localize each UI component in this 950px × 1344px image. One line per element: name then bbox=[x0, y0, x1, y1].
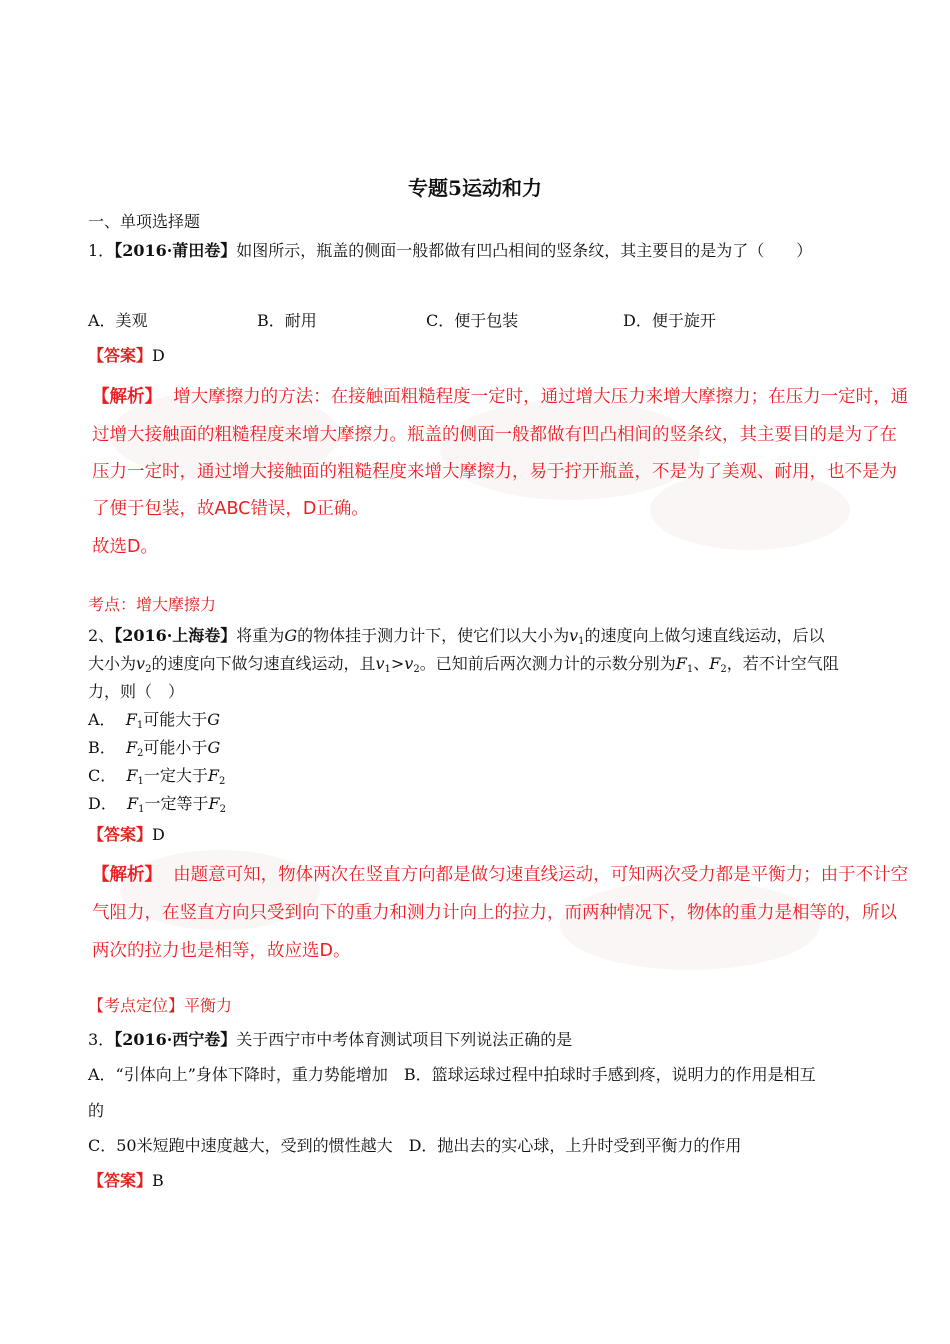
q2-kaodian bbox=[88, 996, 232, 1016]
watermark-blot bbox=[560, 880, 820, 970]
q1-option-a: A．美观 bbox=[88, 311, 148, 330]
option-text: 可能大于 bbox=[143, 710, 208, 729]
q3-options-cd: C．50米短跑中速度越大，受到的惯性越大 D．抛出去的实心球，上升时受到平衡力的作用 bbox=[88, 1136, 742, 1155]
answer-tag: 【答案】 bbox=[88, 346, 153, 365]
sub-2: 2 bbox=[413, 664, 420, 675]
kaodian-text: 平衡力 bbox=[184, 996, 233, 1015]
q1-answer bbox=[88, 346, 165, 366]
var-f: F bbox=[208, 794, 220, 813]
q2-analysis-line-1 bbox=[92, 864, 908, 886]
q2-stem-line-2 bbox=[88, 654, 839, 680]
sub-2: 2 bbox=[219, 804, 226, 815]
analysis-text: 增大摩擦力的方法：在接触面粗糙程度一定时，通过增大压力来增大摩擦力；在压力一定时，通 bbox=[173, 387, 909, 407]
var-g: G bbox=[207, 710, 221, 729]
page-title: 专题5运动和力 bbox=[408, 176, 542, 200]
q3-options-ab: A．“引体向上”身体下降时，重力势能增加 B．篮球运球过程中拍球时手感到疼，说明力的作用是相互 bbox=[88, 1065, 816, 1084]
var-g: G bbox=[284, 626, 298, 645]
sub-1: 1 bbox=[578, 636, 585, 647]
var-f: F bbox=[127, 794, 139, 813]
analysis-text: 由题意可知，物体两次在竖直方向都是做匀速直线运动，可知两次受力都是平衡力；由于不计空 bbox=[173, 865, 909, 885]
option-label: A． bbox=[88, 710, 116, 729]
separator: 、 bbox=[693, 654, 710, 673]
var-f: F bbox=[675, 654, 687, 673]
q1-option-d: D．便于旋开 bbox=[623, 311, 716, 330]
watermark-blot bbox=[440, 400, 700, 500]
q2-number: 2、 bbox=[88, 626, 115, 645]
q1-text: 如图所示，瓶盖的侧面一般都做有凹凸相间的竖条纹，其主要目的是为了（ ） bbox=[236, 241, 813, 260]
sub-2: 2 bbox=[137, 748, 144, 759]
q1-stem bbox=[88, 241, 812, 261]
q2-text: ，若不计空气阻 bbox=[726, 654, 839, 673]
q3-options-ab-cont: 的 bbox=[88, 1101, 105, 1120]
q1-analysis-line-5: 故选D。 bbox=[92, 537, 158, 557]
q3-number: 3． bbox=[88, 1030, 115, 1049]
q2-text: 大小为 bbox=[88, 654, 137, 673]
kaodian-tag: 【考点定位】 bbox=[88, 996, 185, 1015]
q1-number: 1． bbox=[88, 241, 115, 260]
var-v: v bbox=[569, 626, 579, 645]
q1-analysis-line-4: 了便于包装，故ABC错误，D正确。 bbox=[92, 499, 369, 519]
q2-text: 。已知前后两次测力计的示数分别为 bbox=[419, 654, 676, 673]
var-g: G bbox=[207, 738, 221, 757]
q2-option-d bbox=[88, 794, 226, 820]
q2-option-b bbox=[88, 738, 220, 764]
option-text: 可能小于 bbox=[143, 738, 208, 757]
var-v: v bbox=[375, 654, 385, 673]
option-text: 一定等于 bbox=[144, 794, 209, 813]
q2-analysis-line-2: 气阻力，在竖直方向只受到向下的重力和测力计向上的拉力，而两种情况下，物体的重力是相等的，所以 bbox=[92, 903, 897, 923]
gt-sign: > bbox=[390, 654, 405, 673]
q2-text: 的物体挂于测力计下，使它们以大小为 bbox=[297, 626, 570, 645]
q2-stem-line-3: 力，则（ ） bbox=[88, 682, 185, 701]
q1-analysis-line-2: 过增大接触面的粗糙程度来增大摩擦力。瓶盖的侧面一般都做有凹凸相间的竖条纹，其主要目的是为了在 bbox=[92, 425, 897, 445]
sub-1: 1 bbox=[138, 804, 145, 815]
sub-1: 1 bbox=[686, 664, 694, 675]
var-f: F bbox=[125, 710, 137, 729]
q2-source: 【2016·上海卷】 bbox=[114, 626, 237, 645]
q1-option-c: C．便于包装 bbox=[426, 311, 519, 330]
var-f: F bbox=[125, 738, 138, 757]
analysis-tag: 【解析】 bbox=[92, 865, 162, 885]
sub-2: 2 bbox=[720, 664, 727, 675]
option-text: 一定大于 bbox=[143, 766, 208, 785]
answer-value: B bbox=[152, 1171, 164, 1190]
q3-text: 关于西宁市中考体育测试项目下列说法正确的是 bbox=[236, 1030, 573, 1049]
sub-2: 2 bbox=[145, 664, 152, 675]
q1-analysis-line-3: 压力一定时，通过增大接触面的粗糙程度来增大摩擦力，易于拧开瓶盖，不是为了美观、耐用，也不是为 bbox=[92, 462, 897, 482]
answer-tag: 【答案】 bbox=[88, 1171, 153, 1190]
sub-2: 2 bbox=[219, 776, 226, 787]
q2-stem-line-1 bbox=[88, 626, 825, 652]
q1-option-b: B．耐用 bbox=[257, 311, 317, 330]
answer-tag: 【答案】 bbox=[88, 825, 153, 844]
var-v: v bbox=[404, 654, 414, 673]
q2-option-c bbox=[88, 766, 225, 792]
sub-1: 1 bbox=[384, 664, 391, 675]
q2-text: 的速度向上做匀速直线运动，后以 bbox=[584, 626, 825, 645]
sub-1: 1 bbox=[136, 720, 144, 731]
q2-text: 的速度向下做匀速直线运动，且 bbox=[151, 654, 376, 673]
q2-analysis-line-3: 两次的拉力也是相等，故应选D。 bbox=[92, 941, 351, 961]
answer-value: D bbox=[152, 825, 165, 844]
q1-source: 【2016·莆田卷】 bbox=[114, 241, 237, 260]
q1-analysis-line-1 bbox=[92, 386, 908, 408]
q2-answer bbox=[88, 825, 165, 845]
q1-kaodian: 考点：增大摩擦力 bbox=[88, 595, 217, 614]
q3-answer bbox=[88, 1171, 164, 1191]
var-f: F bbox=[207, 766, 220, 785]
var-f: F bbox=[709, 654, 721, 673]
option-label: D． bbox=[88, 794, 117, 813]
analysis-tag: 【解析】 bbox=[92, 387, 162, 407]
section-heading: 一、单项选择题 bbox=[88, 212, 201, 231]
var-f: F bbox=[126, 766, 138, 785]
sub-1: 1 bbox=[137, 776, 144, 787]
q2-text: 将重为 bbox=[236, 626, 285, 645]
q3-source: 【2016·西宁卷】 bbox=[114, 1030, 237, 1049]
option-label: C． bbox=[88, 766, 117, 785]
option-label: B． bbox=[88, 738, 116, 757]
var-v: v bbox=[136, 654, 146, 673]
q2-option-a bbox=[88, 710, 220, 736]
q3-stem bbox=[88, 1030, 572, 1050]
answer-value: D bbox=[152, 346, 165, 365]
